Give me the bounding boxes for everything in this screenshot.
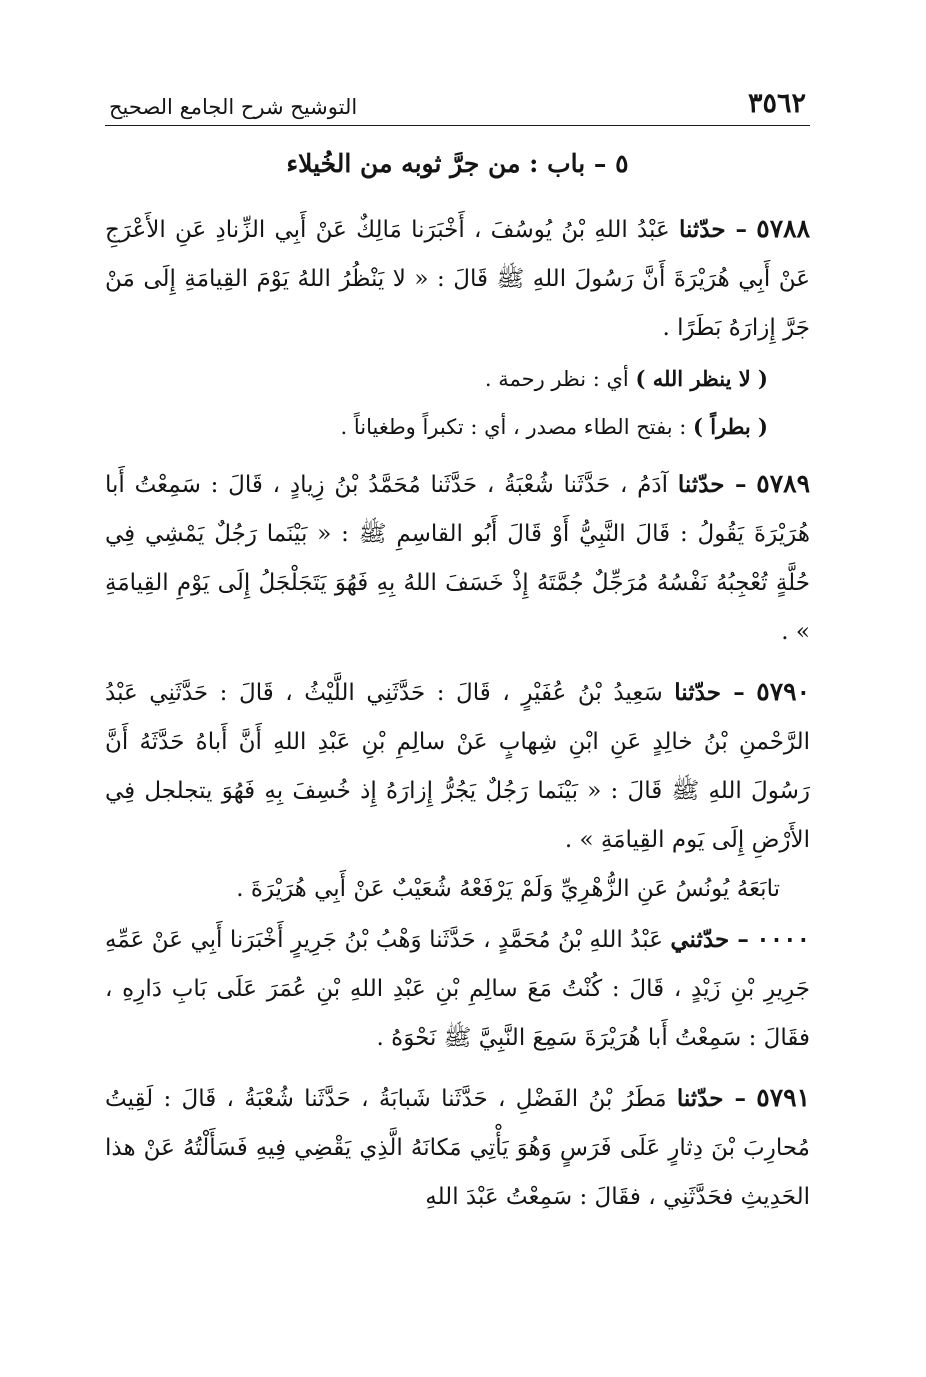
hadith-lead: – حدّثنا — [676, 1085, 746, 1112]
hadith-lead: – حدّثني — [670, 926, 749, 953]
hadith-text: آدَمُ ، حَدَّثَنا شُعْبَةُ ، حَدَّثَنا مُحَمَّدُ بْنُ زِيادٍ ، قَالَ : سَمِعْتُ أَبا هُرَيْرَةَ يَقُولُ : قَالَ النَّبِيُّ أَوْ قَالَ أَبُو القاسِمِ ﷺ : « بَيْنَما رَجُلٌ يَمْشِي فِي حُلَّةٍ تُعْجِبُهُ نَفْسُهُ مُرَجِّلٌ جُمَّتَهُ إِذْ خَسَفَ اللهُ بِهِ فَهُوَ يَتَجَلْجَلُ إِلَى يَوْمِ القِيامَةِ » . — [105, 472, 810, 645]
hadith-0000 — [105, 914, 810, 1063]
running-header — [105, 75, 810, 126]
hadith-text: عَبْدُ اللهِ بْنُ مُحَمَّدٍ ، حَدَّثَنا وَهْبُ بْنُ جَرِيرٍ أَخْبَرَنا أَبِي عَنْ عَمِّهِ جَرِيرِ بْنِ زَيْدٍ ، قَالَ : كُنْتُ مَعَ سالِمِ بْنِ عَبْدِ اللهِ بْنِ عُمَرَ عَلَى بَابِ دَارِهِ ، فقَالَ : سَمِعْتُ أَبا هُرَيْرَةَ سَمِعَ النَّبِيَّ ﷺ نَحْوَهُ . — [105, 927, 810, 1051]
commentary-note-2 — [105, 405, 810, 449]
hadith-5790 — [105, 667, 810, 865]
hadith-text: سَعِيدُ بْنُ عُفَيْرٍ ، قَالَ : حَدَّثَنِي اللَّيْثُ ، قَالَ : حَدَّثَنِي عَبْدُ الرَّحْمنِ بْنُ خالِدٍ عَنِ ابْنِ شِهابٍ عَنْ سالِمِ بْنِ عَبْدِ اللهِ أَنَّ أَباهُ حَدَّثَهُ أَنَّ رَسُولَ اللهِ ﷺ قَالَ : « بَيْنَما رَجُلٌ يَجُرُّ إِزارَهُ إِذ خُسِفَ بِهِ فَهُوَ يتجلجل فِي الأَرْضِ إِلَى يَوم القِيامَةِ » . — [105, 680, 810, 853]
hadith-number: ٥٧٩١ — [756, 1083, 811, 1112]
note-text: أي : نظر رحمة . — [484, 367, 636, 391]
hadith-5789 — [105, 459, 810, 657]
hadith-5788 — [105, 204, 810, 353]
hadith-number: ٥٧٩٠ — [756, 677, 810, 706]
hadith-lead: – حدّثنا — [674, 679, 745, 706]
page-number: ٣٥٦٢ — [747, 88, 806, 119]
chapter-title: ٥ – باب : من جرَّ ثوبه من الخُيلاء — [286, 149, 629, 178]
note-term: ( بطراً ) — [693, 414, 768, 439]
book-title: التوشيح شرح الجامع الصحيح — [109, 95, 358, 119]
note-term: ( لا ينظر الله ) — [635, 366, 768, 391]
hadith-5791 — [105, 1073, 810, 1222]
hadith-lead: – حدّثنا — [677, 471, 747, 498]
hadith-number: ٥٧٨٨ — [756, 214, 810, 243]
hadith-number: ٠٠٠٠ — [756, 924, 810, 953]
book-page — [105, 75, 810, 1222]
hadith-lead: – حدّثنا — [678, 216, 748, 243]
hadith-text: مَطَرُ بْنُ الفَضْلِ ، حَدَّثَنا شَبابَةُ ، حَدَّثَنا شُعْبَةُ ، قَالَ : لَقِيتُ مُحارِبَ بْنَ دِثارٍ عَلَى فَرَسٍ وَهُوَ يَأْتِي مَكانَهُ الَّذِي يَقْضِي فِيهِ فَسَأَلْتُهُ عَنْ هذا الحَدِيثِ فحَدَّثَنِي ، فقَالَ : سَمِعْتُ عَبْدَ اللهِ — [105, 1086, 810, 1210]
note-text: : بفتح الطاء مصدر ، أي : تكبراً وطغياناً . — [340, 415, 693, 439]
follow-up-note: تابَعَهُ يُونُسُ عَنِ الزُّهْرِيِّ وَلَمْ يَرْفَعْهُ شُعَيْبٌ عَنْ أَبِي هُرَيْرَةَ . — [236, 876, 780, 902]
hadith-number: ٥٧٨٩ — [756, 469, 810, 498]
commentary-note-1 — [105, 357, 810, 401]
hadith-text: عَبْدُ اللهِ بْنُ يُوسُفَ ، أَخْبَرَنا مَالِكٌ عَنْ أَبِي الزِّنادِ عَنِ الأَعْرَجِ عَنْ أَبِي هُرَيْرَةَ أَنَّ رَسُولَ اللهِ ﷺ قَالَ : « لا يَنْظُرُ اللهُ يَوْمَ القِيامَةِ إِلَى مَنْ جَرَّ إِزارَهُ بَطَرًا . — [105, 217, 810, 341]
